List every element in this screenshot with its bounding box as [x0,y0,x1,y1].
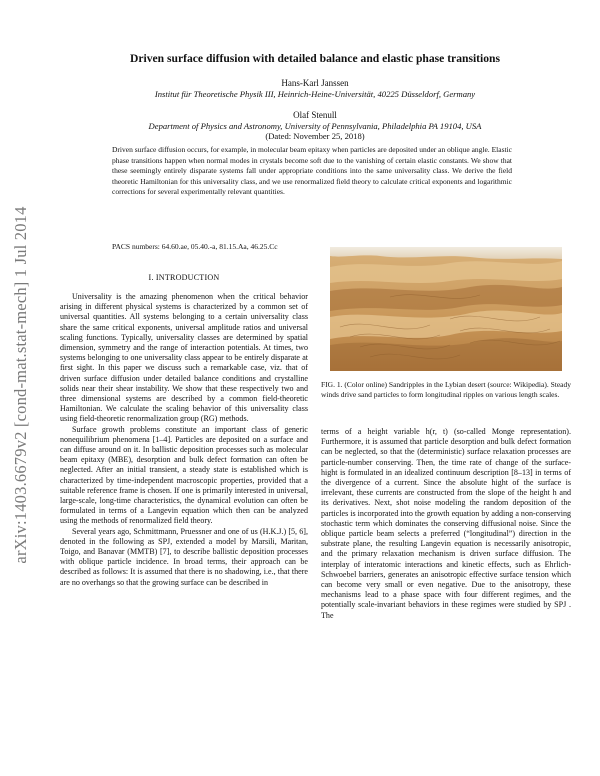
right-column [321,427,571,621]
figure-sand-ripples [330,247,562,371]
author-name-1: Hans-Karl Janssen [281,78,349,88]
paragraph: terms of a height variable h(r, t) (so-called Monge representation). Furthermore, it is assumed that particle desorption and bulk defect formation can be neglected, so that the (deterministic) surface relaxation processes are particle-number conserving. Then, the time rate of change of the surface-hight is formulated in an idealized continuum description [8–13] in terms of the divergence of a current. Since the absolute hight of the surface is irrelevant, these currents are constructed from the slope of the height h and its derivatives. Next, shot noise modeling the random deposition of the particles is incorporated into the growth equation by adding a non-conserving stochastic term which dominates the conserving diffusional noise. Since the oblique particle beam selects a preferred (“longitudinal”) direction in the substrate plane, the resulting Langevin equation is necessarily anisotropic, and the primary relaxation mechanism is driven surface diffusion. The interplay of interatomic interactions and kinetic effects, such as Ehrlich-Schwoebel barriers, generates an anisotropic effective surface tension which can become very small or even negative. Due to the anisotropy, these mechanisms lead to a phase space with four different regimes, and the potentially scale-invariant behaviors in these regimes were studied by SPJ . The [321,427,571,620]
dated-line: (Dated: November 25, 2018) [265,131,365,141]
arxiv-stamp [6,150,36,620]
pacs-numbers: PACS numbers: 64.60.ae, 05.40.-a, 81.15.Aa, 46.25.Cc [112,242,278,251]
paragraph: Universality is the amazing phenomenon when the critical behavior arising in different physical systems is characterized by a common set of universal quantities. All systems belonging to a certain universality class share the same critical exponents, universal amplitude ratios and universal scaling functions. Typically, universality classes are determined by spatial dimension, symmetry and the range of interaction potentials. At times, two systems belonging to one universality class appear to be entirely disparate at first sight. In this paper we discuss such a remarkable case, viz. that of driven surface diffusion under detailed balance conditions and crystalline solids near their shear instability. We show that these respectively two and three dimensional systems are described by a common field-theoretic Hamiltonian. We calculate the scaling behavior of this universality class using field-theoretic renormalization group (RG) methods. [60,292,308,424]
left-column [60,292,308,588]
arxiv-id: arXiv:1403.6679v2 [cond-mat.stat-mech] 1 Jul 2014 [11,206,30,564]
sand-ripples-photo [330,247,562,371]
section-title-introduction: I. INTRODUCTION [148,273,220,282]
abstract: Driven surface diffusion occurs, for example, in molecular beam epitaxy when particles are deposited under an oblique angle. Elastic phase transitions happen when normal modes in crystals become soft due to the vanishing of certain elastic constants. We show that these seemingly entirely disparate systems fall under appropriate conditions into the same universality class. We derive the field theoretic Hamiltonian for this universality class, and we use renormalized field theory to calculate critical exponents and logarithmic corrections for several experimentally relevant quantities. [112,145,512,197]
figure-caption: FIG. 1. (Color online) Sandripples in the Lybian desert (source: Wikipedia). Steady winds drive sand particles to form longitudinal ripples on various length scales. [321,380,571,399]
paragraph: Surface growth problems constitute an important class of generic nonequilibrium phenomena [1–4]. Particles are deposited on a surface and can diffuse around on it. In ballistic deposition processes such as molecular beam epitaxy (MBE), desorption and bulk defect formation can often be neglected. After an initial transient, a steady state is established which is characterized by time-independent macroscopic properties, provided that a suitable reference frame is chosen. If one is primarily interested in universal, large-scale, long-time characteristics, the dynamical evolution can often be formulated in terms of a Langevin equation which then can be analyzed using the methods of renormalized field theory. [60,424,308,526]
paragraph: Several years ago, Schmittmann, Pruessner and one of us (H.K.J.) [5, 6], denoted in the following as SPJ, extended a model by Marsili, Maritan, Toigo, and Banavar (MMTB) [7], to describe ballistic deposition processes with oblique particle incidence. In broad terms, their approach can be described as follows: It is assumed that there is no shadowing, i.e., that there are no overhangs so that the growing surface can be described in [60,526,308,587]
author-affiliation-1: Institut für Theoretische Physik III, Heinrich-Heine-Universität, 40225 Düsseldorf, Germany [154,89,476,99]
paper-title: Driven surface diffusion with detailed balance and elastic phase transitions [129,52,501,65]
author-name-2: Olaf Stenull [293,110,337,120]
author-affiliation-2: Department of Physics and Astronomy, University of Pennsylvania, Philadelphia PA 19104, USA [148,121,482,131]
